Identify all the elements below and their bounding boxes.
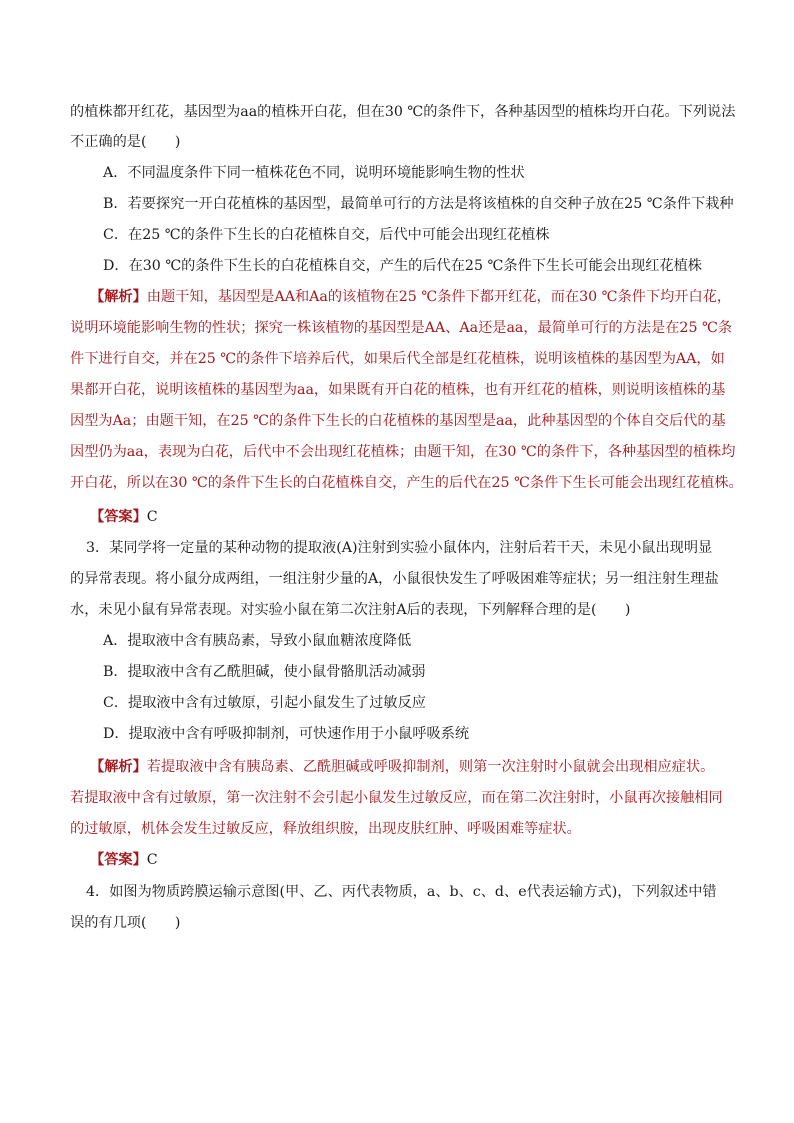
q2-option-a: A．不同温度条件下同一植株花色不同，说明环境能影响生物的性状: [103, 165, 525, 181]
q4-stem-line-1: 4．如图为物质跨膜运输示意图(甲、乙、丙代表物质，a、b、c、d、e代表运输方式)，下列叙述中错: [86, 884, 717, 900]
q3-stem-line-2: 的异常表现。将小鼠分成两组，一组注射少量的A，小鼠很快发生了呼吸困难等症状；另一组注射生理盐: [70, 571, 719, 587]
q3-analysis-line-2: 若提取液中含有过敏原，第一次注射不会引起小鼠发生过敏反应，而在第二次注射时，小鼠再次接触相同: [70, 790, 723, 806]
q2-answer-label: 【答案】: [90, 509, 147, 525]
q3-analysis-text-1: 若提取液中含有胰岛素、乙酰胆碱或呼吸抑制剂，则第一次注射时小鼠就会出现相应症状。: [146, 759, 715, 775]
q3-analysis-line-3: 的过敏原，机体会发生过敏反应，释放组织胺，出现皮肤红肿、呼吸困难等症状。: [70, 821, 581, 837]
q2-analysis-text-1: 由题干知，基因型是AA和Aa的该植物在25 ℃条件下都开红花，而在30 ℃条件下均开白花，: [146, 289, 732, 305]
q3-answer-value: C: [146, 852, 158, 868]
q3-option-b: B．提取液中含有乙酰胆碱，使小鼠骨骼肌活动减弱: [103, 664, 426, 680]
q3-analysis-line-1: [90, 757, 714, 777]
q4-stem-line-2: 误的有几项( ): [70, 915, 181, 931]
q2-stem-line-1: 的植株都开红花，基因型为aa的植株开白花，但在30 ℃的条件下，各种基因型的植株均开白花。下列说法: [70, 104, 736, 120]
q2-answer: [90, 507, 158, 527]
q3-option-d: D．提取液中含有呼吸抑制剂，可快速作用于小鼠呼吸系统: [103, 726, 470, 742]
q2-option-b: B．若要探究一开白花植株的基因型，最简单可行的方法是将该植株的自交种子放在25 ℃条件下栽种: [103, 196, 734, 212]
q3-answer: [90, 850, 158, 870]
q2-stem-line-2: 不正确的是( ): [70, 134, 181, 150]
q2-analysis-line-3: 件下进行自交，并在25 ℃的条件下培养后代，如果后代全部是红花植株，说明该植株的基因型为AA，如: [70, 351, 725, 367]
q3-analysis-label: 【解析】: [90, 759, 147, 775]
q2-answer-value: C: [146, 509, 158, 525]
q2-option-c: C．在25 ℃的条件下生长的白花植株自交，后代中可能会出现红花植株: [103, 227, 550, 243]
q2-analysis-line-6: 因型仍为aa，表现为白花，后代中不会出现红花植株；由题干知，在30 ℃的条件下，各种基因型的植株均: [70, 444, 736, 460]
q3-stem-line-1: 3．某同学将一定量的某种动物的提取液(A)注射到实验小鼠体内，注射后若干天，未见小鼠出现明显: [86, 540, 713, 556]
q2-analysis-line-5: 因型为Aa；由题干知，在25 ℃的条件下生长的白花植株的基因型是aa，此种基因型的个体自交后代的基: [70, 413, 726, 429]
q3-option-a: A．提取液中含有胰岛素，导致小鼠血糖浓度降低: [103, 633, 412, 649]
q3-stem-line-3: 水，未见小鼠有异常表现。对实验小鼠在第二次注射A后的表现，下列解释合理的是( ): [70, 602, 631, 618]
q2-analysis-line-2: 说明环境能影响生物的性状；探究一株该植物的基因型是AA、Aa还是aa，最简单可行的方法是在25 ℃条: [70, 320, 733, 336]
q3-answer-label: 【答案】: [90, 852, 147, 868]
q2-analysis-line-7: 开白花，所以在30 ℃的条件下生长的白花植株自交，产生的后代在25 ℃条件下生长可能会出现红花植株。: [70, 475, 743, 491]
q2-analysis-line-4: 果都开白花，说明该植株的基因型为aa，如果既有开白花的植株，也有开红花的植株，则说明该植株的基: [70, 382, 726, 398]
q2-analysis-line-1: [90, 287, 731, 307]
q2-analysis-label: 【解析】: [90, 289, 147, 305]
q3-option-c: C．提取液中含有过敏原，引起小鼠发生了过敏反应: [103, 695, 426, 711]
q2-option-d: D．在30 ℃的条件下生长的白花植株自交，产生的后代在25 ℃条件下生长可能会出现红花植株: [103, 258, 702, 274]
